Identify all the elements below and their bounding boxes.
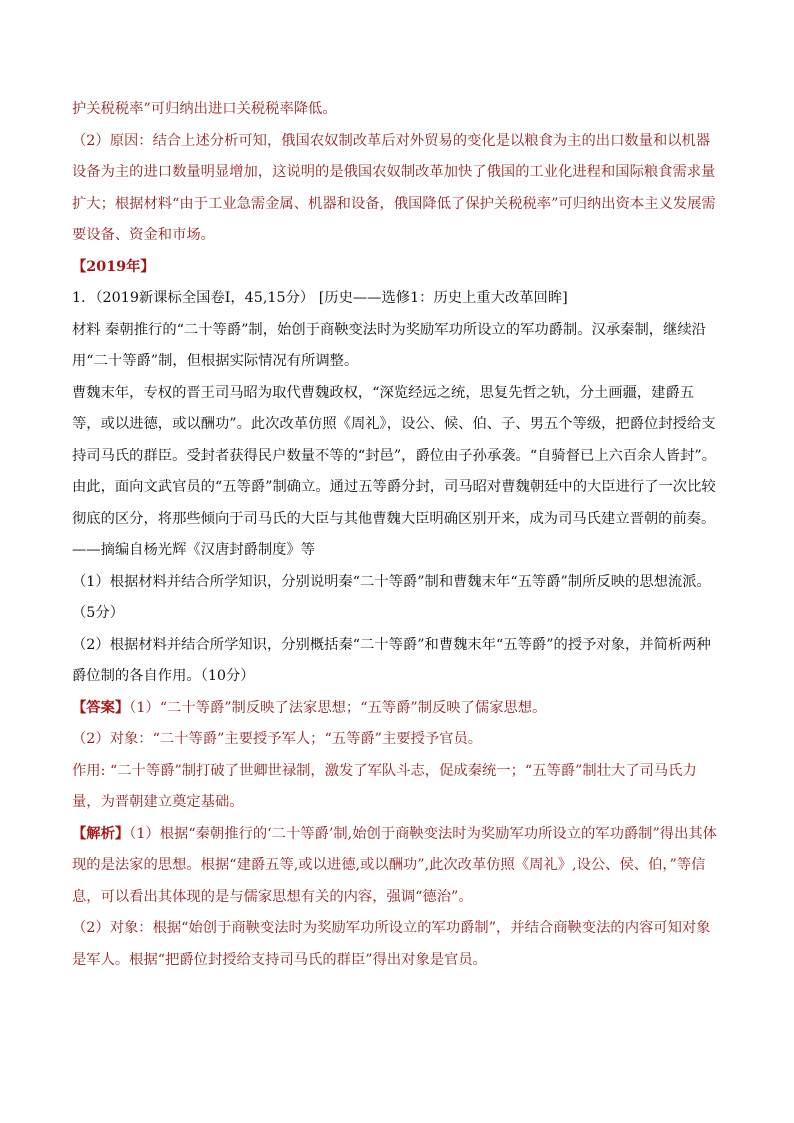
prev-answer-reason: （2）原因：结合上述分析可知，俄国农奴制改革后对外贸易的变化是以粮食为主的出口数量和以机器设备为主的进口数量明显增加，这说明的是俄国农奴制改革加快了俄国的工业化进程和国际粮食需求量扩大；根据材料“由于工业急需金属、机器和设备，俄国降低了保护关税税率”可归纳出资本主义发展需要设备、资金和市场。 [72,132,716,243]
answer-line-1 [72,693,722,725]
analysis-paragraph-1 [72,819,722,914]
answer-tag: 【答案】 [72,699,130,716]
analysis-text-1: （1）根据“秦朝推行的‘二十等爵’制,始创于商鞅变法时为奖励军功所设立的军功爵制”得出其体现的是法家的思想。根据“建爵五等,或以进德,或以酬功”,此次改革仿照《周礼》,设公、侯、伯，”等信息，可以看出其体现的是与儒家思想有关的内容，强调“德治”。 [72,825,717,905]
sub-question-2: （2）根据材料并结合所学知识，分别概括秦“二十等爵”和曹魏末年“五等爵”的授予对象，并简析两种爵位制的各自作用。（10分） [72,636,711,684]
document-page [72,94,722,976]
material-paragraph-1: 材料 秦朝推行的“二十等爵”制，始创于商鞅变法时为奖励军功所设立的军功爵制。汉承秦制，继续沿用“二十等爵”制，但根据实际情况有所调整。 [72,321,706,369]
prev-answer-line: 护关税税率”可归纳出进口关税税率降低。 [72,101,337,117]
sub-question-1: （1）根据材料并结合所学知识，分别说明秦“二十等爵”制和曹魏末年“五等爵”制所反映的思想流派。（5分） [72,573,711,621]
material-source: ——摘编自杨光辉《汉唐封爵制度》等 [72,542,316,558]
question-title: 1．（2019新课标全国卷Ⅰ，45,15分） [历史——选修1：历史上重大改革回眸] [72,290,568,306]
material-paragraph-2: 曹魏末年，专权的晋王司马昭为取代曹魏政权，“深览经远之统，思复先哲之轨，分土画疆，建爵五等，或以进德，或以酬功”。此次改革仿照《周礼》，设公、候、伯、子、男五个等级，把爵位封授给支持司马氏的群臣。受封者获得民户数量不等的“封邑”，爵位由子孙承袭。“自骑督已上六百余人皆封”。由此，面向文武官员的“五等爵”制确立。通过五等爵分封，司马昭对曹魏朝廷中的大臣进行了一次比较彻底的区分，将那些倾向于司马氏的大臣与其他曹魏大臣明确区别开来，成为司马氏建立晋朝的前奏。 [72,384,716,527]
answer-line-3: 作用: “二十等爵”制打破了世卿世禄制，激发了军队斗志，促成秦统一；“五等爵”制壮大了司马氏力量，为晋朝建立奠定基础。 [72,762,697,810]
year-heading: 【2019年】 [72,258,155,275]
answer-line-2: （2）对象：“二十等爵”主要授予军人；“五等爵”主要授予官员。 [72,731,483,747]
answer-text-1: （1）“二十等爵”制反映了法家思想；“五等爵”制反映了儒家思想。 [129,699,547,716]
analysis-tag: 【解析】 [72,825,130,842]
analysis-paragraph-2: （2）对象：根据“始创于商鞅变法时为奖励军功所设立的军功爵制”，并结合商鞅变法的内容可知对象是军人。根据“把爵位封授给支持司马氏的群臣”得出对象是官员。 [72,920,711,968]
